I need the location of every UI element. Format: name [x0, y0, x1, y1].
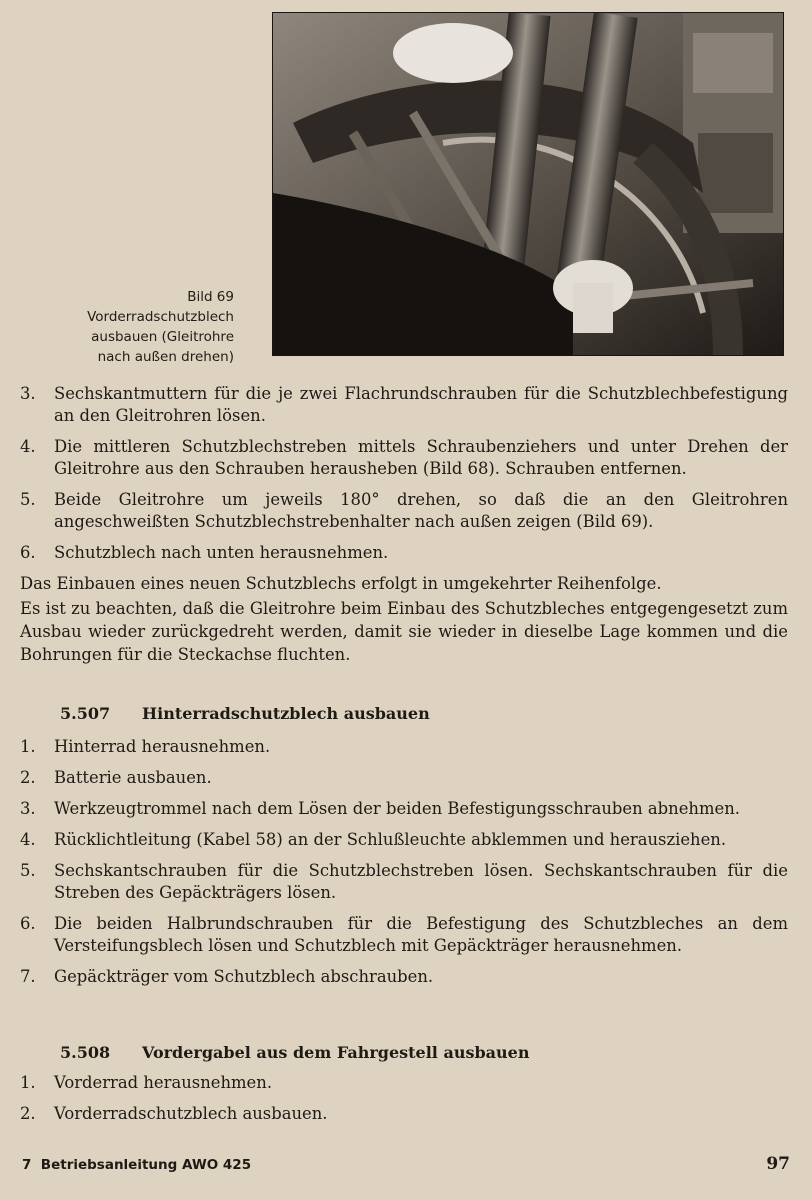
- list-item: 2. Vorderradschutzblech ausbauen.: [20, 1104, 328, 1123]
- list-item: 7. Gepäckträger vom Schutzblech abschrauben.: [20, 967, 434, 986]
- list-item: 1. Vorderrad herausnehmen.: [20, 1073, 273, 1092]
- steps-rear-fender: [20, 736, 788, 997]
- caption-line: Vorderradschutzblech: [87, 309, 234, 325]
- paragraph: Es ist zu beachten, daß die Gleitrohre beim Einbau des Schutzbleches entgegengesetzt zum Ausbau wieder zurückgedreht werden, damit sie wieder in dieselbe Lage kommen und die Bohrungen für die Steckachse fluchten.: [20, 599, 788, 664]
- list-item: 5. Sechskantschrauben für die Schutzblechstreben lösen. Sechskantschrauben für die Streben des Gepäckträgers lösen.: [20, 861, 788, 902]
- list-item: 3. Werkzeugtrommel nach dem Lösen der beiden Befestigungsschrauben abnehmen.: [20, 799, 740, 818]
- page-number: 97: [766, 1154, 790, 1174]
- list-item: 3. Sechskantmuttern für die je zwei Flachrundschrauben für die Schutzblechbefestigung an den Gleitrohren lösen.: [20, 384, 788, 425]
- list-item: 4. Die mittleren Schutzblechstreben mittels Schraubenziehers und unter Drehen der Gleitrohre aus den Schrauben herausheben (Bild 68). Schrauben entfernen.: [20, 437, 788, 478]
- list-item: 5. Beide Gleitrohre um jeweils 180° drehen, so daß die an den Gleitrohren angeschweißten Schutzblechstrebenhalter nach außen zeigen (Bild 69).: [20, 490, 788, 531]
- figure-caption: [14, 287, 234, 367]
- caption-line: nach außen drehen): [97, 349, 234, 365]
- list-item: 6. Die beiden Halbrundschrauben für die Befestigung des Schutzbleches an dem Versteifungsblech lösen und Schutzblech mit Gepäckträger herausnehmen.: [20, 914, 788, 955]
- section-heading: [60, 1043, 529, 1062]
- list-item: 1. Hinterrad herausnehmen.: [20, 737, 271, 756]
- page-footer: [22, 1154, 790, 1174]
- section-title: Hinterradschutzblech ausbauen: [142, 704, 430, 723]
- figure-label: Bild 69: [187, 289, 234, 305]
- list-item: 4. Rücklichtleitung (Kabel 58) an der Schlußleuchte abklemmen und herausziehen.: [20, 830, 727, 849]
- caption-line: ausbauen (Gleitrohre: [91, 329, 234, 345]
- fender-removal-photo: [273, 13, 783, 355]
- section-number: 5.508: [60, 1043, 111, 1062]
- footer-title: 7 Betriebsanleitung AWO 425: [22, 1157, 252, 1173]
- section-heading: [60, 704, 430, 723]
- steps-front-fork: [20, 1072, 788, 1134]
- steps-front-fender: [20, 383, 788, 573]
- figure-photo: [273, 13, 783, 355]
- paragraph: Das Einbauen eines neuen Schutzblechs erfolgt in umgekehrter Reihenfolge.: [20, 574, 662, 593]
- section-title: Vordergabel aus dem Fahrgestell ausbauen: [142, 1043, 530, 1062]
- section-number: 5.507: [60, 704, 111, 723]
- list-item: 2. Batterie ausbauen.: [20, 768, 212, 787]
- list-item: 6. Schutzblech nach unten herausnehmen.: [20, 543, 389, 562]
